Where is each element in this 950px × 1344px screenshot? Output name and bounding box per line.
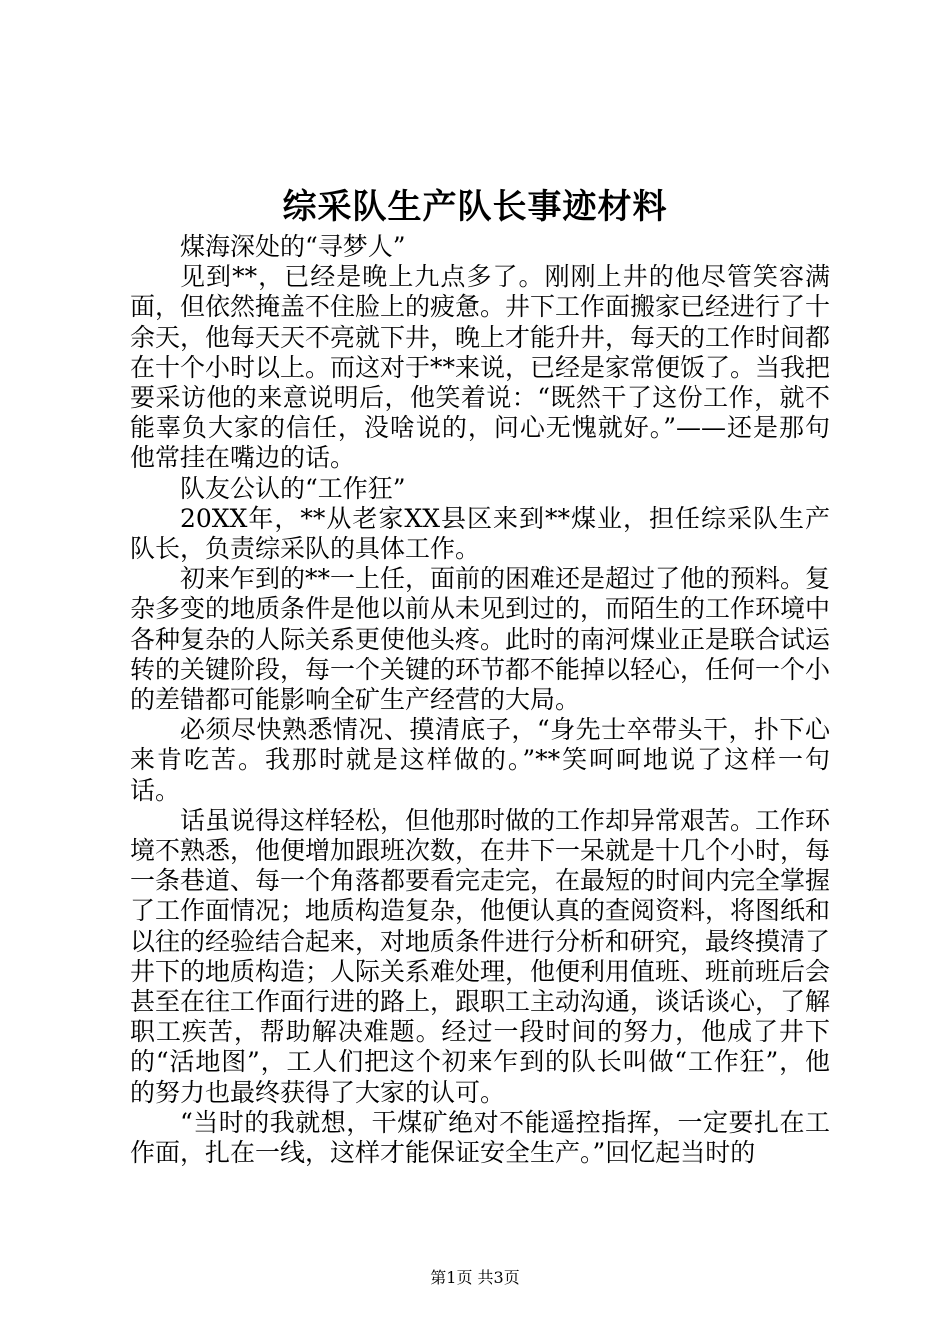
document-title: 综采队生产队长事迹材料 — [282, 187, 668, 227]
page-number: 第1页 共3页 — [430, 1268, 520, 1287]
section-heading: 煤海深处的“寻梦人” — [180, 232, 406, 261]
paragraph: “当时的我就想，干煤矿绝对不能遥控指挥，一定要扎在工作面，扎在一线，这样才能保证安全生产。”回忆起当时的 — [130, 1107, 830, 1168]
paragraph: 20XX年，**从老家XX县区来到**煤业，担任综采队生产队长，负责综采队的具体工作。 — [130, 503, 830, 564]
paragraph: 初来乍到的**一上任，面前的困难还是超过了他的预料。复杂多变的地质条件是他以前从未见到过的，而陌生的工作环境中各种复杂的人际关系更使他头疼。此时的南河煤业正是联合试运转的关键阶段，每一个关键的环节都不能掉以轻心，任何一个小的差错都可能影响全矿生产经营的大局。 — [130, 564, 831, 715]
paragraph: 必须尽快熟悉情况、摸清底子，“身先士卒带头干，扑下心来肯吃苦。我那时就是这样做的。”**笑呵呵地说了这样一句话。 — [130, 715, 830, 805]
section-heading: 队友公认的“工作狂” — [180, 473, 406, 503]
document-body — [130, 232, 830, 1168]
paragraph: 话虽说得这样轻松，但他那时做的工作却异常艰苦。工作环境不熟悉，他便增加跟班次数，在井下一呆就是十几个小时，每一条巷道、每一个角落都要看完走完，在最短的时间内完全掌握了工作面情况；地质构造复杂，他便认真的查阅资料，将图纸和以往的经验结合起来，对地质条件进行分析和研究，最终摸清了井下的地质构造；人际关系难处理，他便利用值班、班前班后会甚至在往工作面行进的路上，跟职工主动沟通，谈话谈心，了解职工疾苦，帮助解决难题。经过一段时间的努力，他成了井下的“活地图”，工人们把这个初来乍到的队长叫做“工作狂”，他的努力也最终获得了大家的认可。 — [130, 805, 831, 1107]
paragraph: 见到**，已经是晚上九点多了。刚刚上井的他尽管笑容满面，但依然掩盖不住脸上的疲惫。井下工作面搬家已经进行了十余天，他每天天不亮就下井，晚上才能升井，每天的工作时间都在十个小时以上。而这对于**来说，已经是家常便饭了。当我把要采访他的来意说明后，他笑着说：“既然干了这份工作，就不能辜负大家的信任，没啥说的，问心无愧就好。”——还是那句他常挂在嘴边的话。 — [130, 262, 831, 473]
